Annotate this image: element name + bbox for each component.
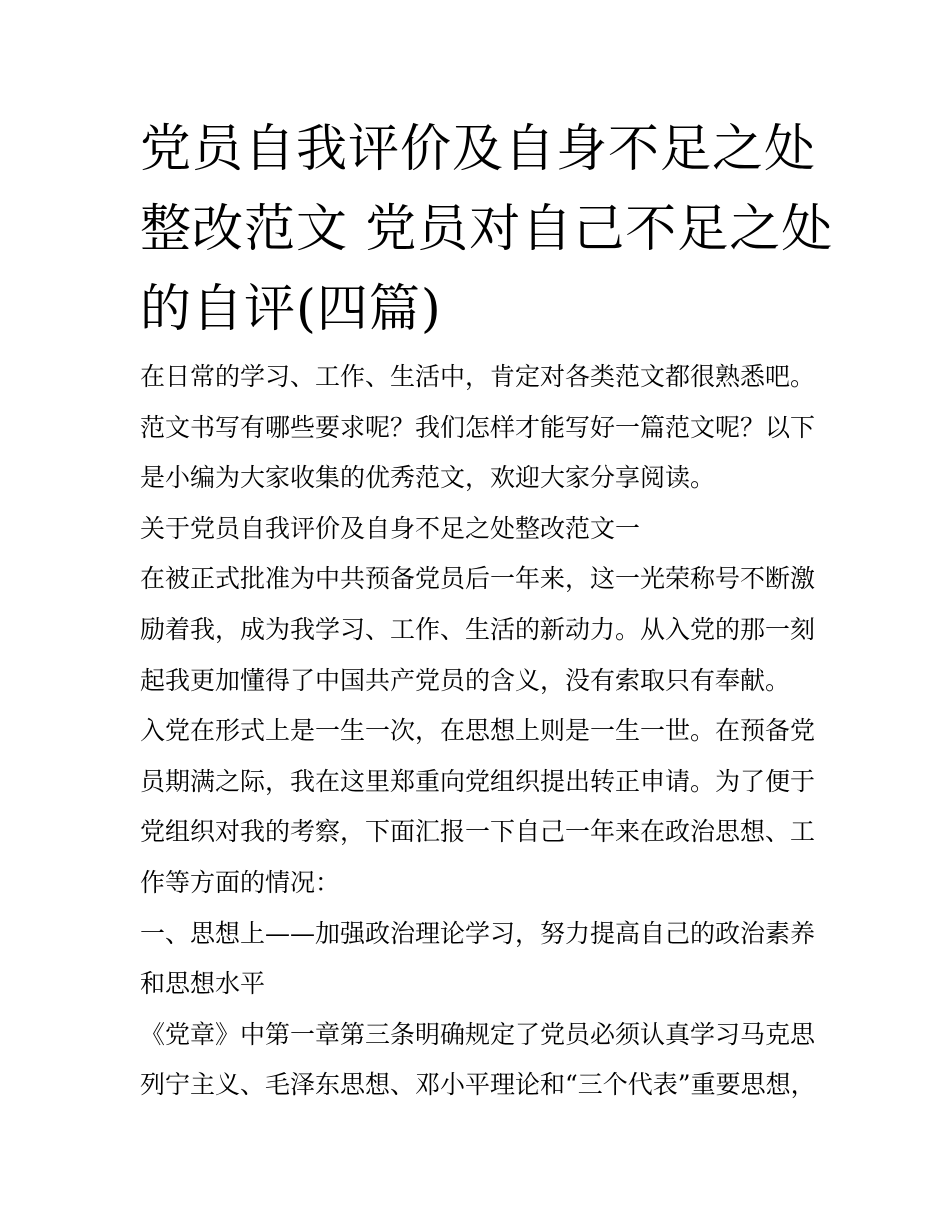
body-line: 励着我，成为我学习、工作、生活的新动力。从入党的那一刻 [140,614,816,644]
document-title [140,110,834,350]
body-line: 入党在形式上是一生一次，在思想上则是一生一世。在预备党 [140,716,816,746]
section-heading: 关于党员自我评价及自身不足之处整改范文一 [140,513,641,543]
body-line: 作等方面的情况： [140,867,341,897]
title-line: 整改范文 党员对自己不足之处 [140,200,834,259]
body-line: 范文书写有哪些要求呢？我们怎样才能写好一篇范文呢？以下 [140,412,816,442]
title-line: 的自评(四篇) [140,280,442,339]
body-line: 《党章》中第一章第三条明确规定了党员必须认真学习马克思 [140,1019,816,1049]
title-line: 党员自我评价及自身不足之处 [140,120,817,179]
subheading-line: 和思想水平 [140,969,266,999]
body-line: 党组织对我的考察，下面汇报一下自己一年来在政治思想、工 [140,817,816,847]
subheading-line: 一、思想上——加强政治理论学习，努力提高自己的政治素养 [140,918,816,948]
body-line: 是小编为大家收集的优秀范文，欢迎大家分享阅读。 [140,463,716,493]
body-line: 起我更加懂得了中国共产党员的含义，没有索取只有奉献。 [140,665,791,695]
body-line: 列宁主义、毛泽东思想、邓小平理论和“三个代表”重要思想， [140,1070,816,1100]
body-line: 在被正式批准为中共预备党员后一年来，这一光荣称号不断激 [140,564,816,594]
document-body [140,352,830,1111]
body-line: 员期满之际，我在这里郑重向党组织提出转正申请。为了便于 [140,766,816,796]
body-line: 在日常的学习、工作、生活中，肯定对各类范文都很熟悉吧。 [140,362,816,391]
